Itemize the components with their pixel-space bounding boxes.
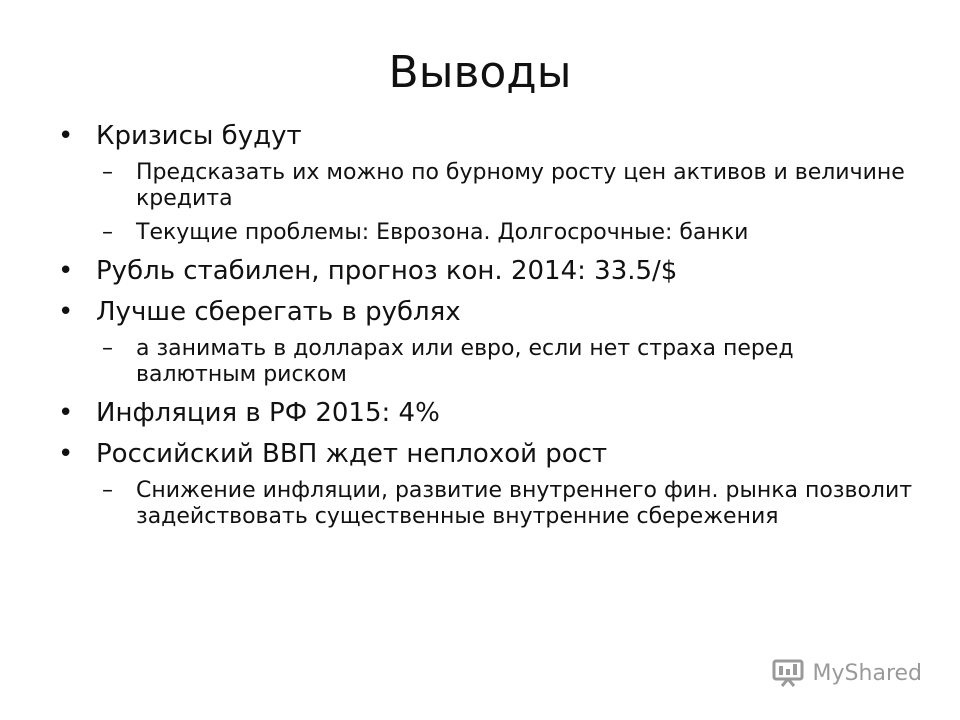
bullet-marker: • xyxy=(58,297,74,327)
list-subitem-text: Снижение инфляции, развитие внутреннего фин. рынка позволит задействовать существенные внутренние сбережения xyxy=(136,478,913,529)
list-item xyxy=(58,255,918,287)
list-subitem-text: а занимать в долларах или евро, если нет страха перед валютным риском xyxy=(136,336,794,387)
list-subitem-text: Текущие проблемы: Еврозона. Долгосрочные: банки xyxy=(136,220,749,245)
list-item-text: Рубль стабилен, прогноз кон. 2014: 33.5/$ xyxy=(96,256,678,286)
list-subitem xyxy=(58,160,918,212)
list-item-text: Инфляция в РФ 2015: 4% xyxy=(96,398,440,428)
list-subitem-text: Предсказать их можно по бурному росту цен активов и величине кредита xyxy=(136,160,905,211)
presentation-icon xyxy=(771,658,805,688)
list-item xyxy=(58,397,918,429)
dash-marker: – xyxy=(102,336,113,361)
bullet-marker: • xyxy=(58,121,74,151)
myshared-watermark[interactable] xyxy=(771,658,922,688)
dash-marker: – xyxy=(102,160,113,185)
list-item xyxy=(58,120,918,152)
bullet-marker: • xyxy=(58,398,74,428)
slide-title: Выводы xyxy=(388,47,572,98)
list-item-text: Российский ВВП ждет неплохой рост xyxy=(96,439,608,469)
list-item xyxy=(58,438,918,470)
bullet-marker: • xyxy=(58,439,74,469)
list-subitem xyxy=(58,220,918,246)
dash-marker: – xyxy=(102,478,113,503)
bullet-marker: • xyxy=(58,256,74,286)
list-subitem xyxy=(58,336,918,388)
list-item xyxy=(58,296,918,328)
bullet-list xyxy=(58,120,918,530)
watermark-text: MyShared xyxy=(812,660,922,686)
list-subitem xyxy=(58,478,918,530)
dash-marker: – xyxy=(102,220,113,245)
list-item-text: Лучше сберегать в рублях xyxy=(96,297,461,327)
list-item-text: Кризисы будут xyxy=(96,121,302,151)
